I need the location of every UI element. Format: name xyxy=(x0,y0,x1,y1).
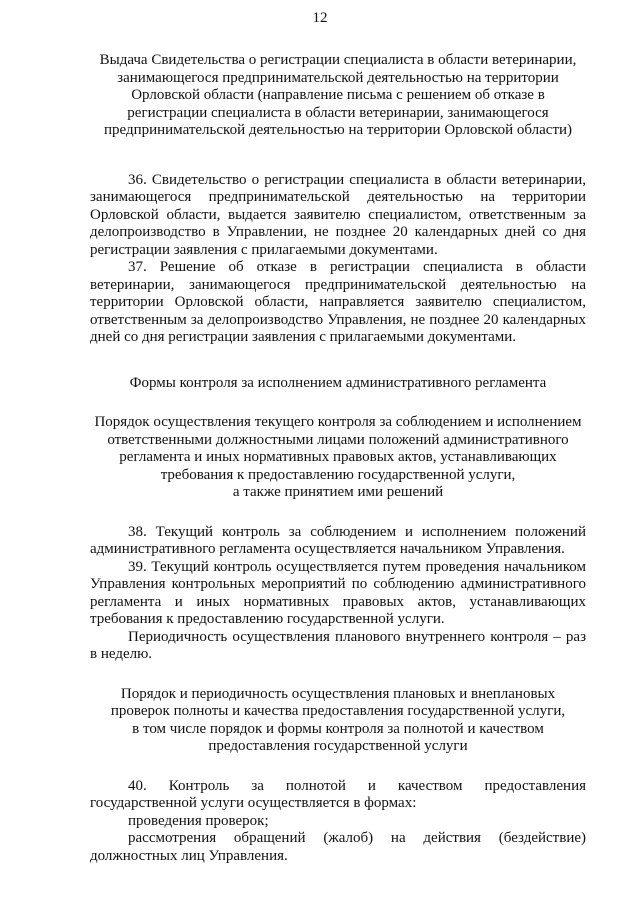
heading-line: Порядок и периодичность осуществления плановых и внеплановых xyxy=(120,685,556,702)
heading-line: ответственными должностными лицами положений административного xyxy=(107,431,569,448)
section-heading-current-control xyxy=(90,414,586,502)
page-number: 12 xyxy=(312,10,328,26)
paragraph-periodicity: Периодичность осуществления планового внутреннего контроля – раз в неделю. xyxy=(90,628,586,662)
heading-line: регламента и иных нормативных правовых актов, устанавливающих xyxy=(119,449,557,465)
heading-line: в том числе порядок и формы контроля за полнотой и качеством xyxy=(132,720,544,737)
document-body xyxy=(90,52,586,865)
paragraph-40: 40. Контроль за полнотой и качеством предоставления государственной услуги осуществляется в формах: xyxy=(90,777,586,811)
heading-line: требования к предоставлению государственной услуги, xyxy=(160,466,516,483)
paragraph-36: 36. Свидетельство о регистрации специалиста в области ветеринарии, занимающегося предпринимательской деятельностью на территории Орловской области, выдается заявителю специалистом, ответственным за делопроизводство в Управлении, не позднее 20 календарных дней со дня регистрации заявления с прилагаемыми документами. xyxy=(90,171,586,258)
section-heading-certificate-issuance: Выдача Свидетельства о регистрации специалиста в области ветеринарии, занимающегося предпринимательской деятельностью на территории Орловской области (направление письма с решением об отказе в регистрации специалиста в области ветеринарии, занимающегося предпринимательской деятельностью на территории Орловской области) xyxy=(99,52,577,138)
paragraph-40-item-complaints: рассмотрения обращений (жалоб) на действия (бездействие) должностных лиц Управления. xyxy=(90,830,586,864)
paragraph-40-item-inspections: проведения проверок; xyxy=(128,812,269,829)
heading-line: Порядок осуществления текущего контроля за соблюдением и исполнением xyxy=(94,414,582,430)
section-heading-control-forms: Формы контроля за исполнением административного регламента xyxy=(129,374,547,391)
section-heading-inspections xyxy=(90,686,586,756)
heading-line: а также принятием ими решений xyxy=(232,484,444,500)
paragraph-39: 39. Текущий контроль осуществляется путем проведения начальником Управления контрольных мероприятий по соблюдению административного регламента и иных нормативных правовых актов, устанавливающих требования к предоставлению государственной услуги. xyxy=(90,558,586,627)
paragraph-38: 38. Текущий контроль за соблюдением и исполнением положений административного регламента осуществляется начальником Управления. xyxy=(90,523,586,557)
heading-line: предоставления государственной услуги xyxy=(208,738,468,754)
heading-line: проверок полноты и качества предоставления государственной услуги, xyxy=(110,703,566,719)
paragraph-37: 37. Решение об отказе в регистрации специалиста в области ветеринарии, занимающегося предпринимательской деятельностью на территории Орловской области, направляется заявителю специалистом, ответственным за делопроизводство Управления, не позднее 20 календарных дней со дня регистрации заявления с прилагаемыми документами. xyxy=(90,259,586,345)
